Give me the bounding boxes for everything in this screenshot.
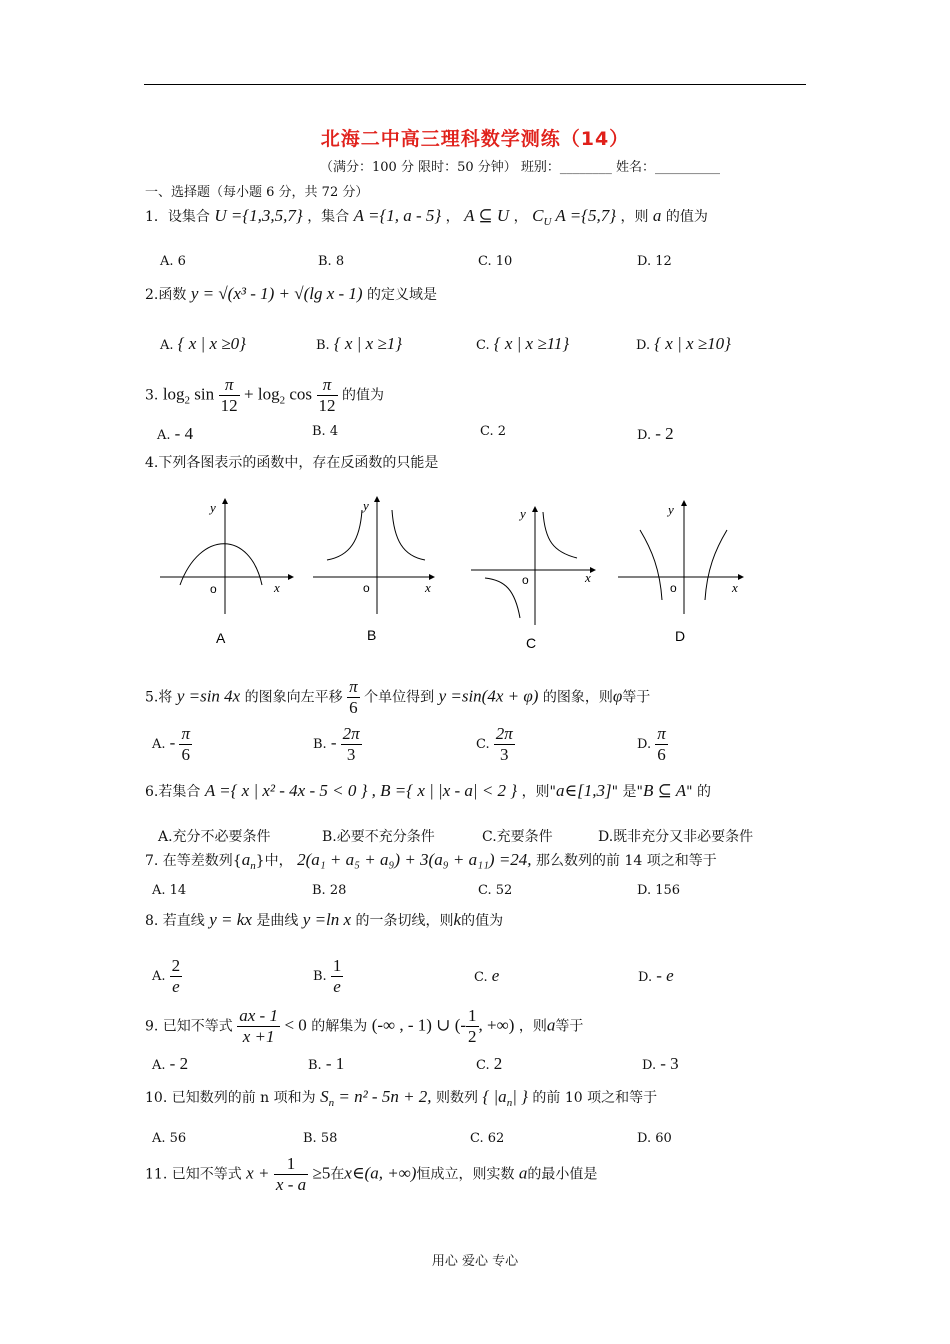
graph-d-y-label: y bbox=[668, 502, 674, 517]
q6-option-a[interactable]: A.充分不必要条件 bbox=[158, 829, 271, 845]
graph-a-origin: o bbox=[210, 582, 217, 596]
q1-option-b[interactable]: B. 8 bbox=[318, 254, 345, 269]
graph-c-curve-left bbox=[485, 578, 520, 618]
graph-d-curve-right bbox=[705, 530, 727, 600]
q2-option-c[interactable]: C. { x | x ≥11} bbox=[476, 334, 570, 353]
q5-frac: $\frac{\pi}{6}$ bbox=[349, 677, 358, 717]
graph-a-x-arrow bbox=[288, 574, 294, 580]
q7-option-a[interactable]: A. 14 bbox=[152, 883, 187, 898]
graph-b-svg bbox=[305, 490, 455, 660]
q9-option-b[interactable]: B. - 1 bbox=[308, 1054, 345, 1073]
q9-option-c[interactable]: C. 2 bbox=[476, 1054, 503, 1073]
q7-option-c[interactable]: C. 52 bbox=[478, 883, 513, 898]
graph-a-svg bbox=[150, 490, 300, 660]
graph-d-label: D bbox=[675, 628, 686, 644]
graph-c-y-label: y bbox=[520, 506, 526, 521]
graph-d-origin: o bbox=[670, 581, 677, 595]
section-heading: 一、选择题（每小题 6 分，共 72 分） bbox=[145, 185, 369, 200]
graph-b-x-label: x bbox=[425, 580, 431, 595]
graph-b-origin: o bbox=[363, 581, 370, 595]
question-8: 8. 若直线 y = kx 是曲线 y =ln x 的一条切线，则k的值为 bbox=[145, 910, 504, 929]
graph-c-origin: o bbox=[522, 573, 529, 587]
header-rule bbox=[144, 84, 806, 85]
graph-b-y-label: y bbox=[363, 498, 369, 513]
question-3: 3. $\log_2 \sin$ $\frac{\pi}{12}$ + $\log_2 \cos$ $\frac{\pi}{12}$ 的值为 bbox=[145, 375, 384, 415]
q9-frac-half: $\frac{1}{2}$ bbox=[468, 1006, 477, 1046]
q9-option-d[interactable]: D. - 3 bbox=[642, 1054, 679, 1073]
q8-option-d[interactable]: D. - e bbox=[638, 966, 674, 985]
q1-option-a[interactable]: A. 6 bbox=[160, 254, 186, 269]
q7-option-d[interactable]: D. 156 bbox=[637, 883, 681, 898]
q1-option-c[interactable]: C. 10 bbox=[478, 254, 513, 269]
graph-b[interactable] bbox=[305, 490, 455, 660]
question-9: 9. 已知不等式 $\frac{ax - 1}{x +1}$ < 0 的解集为 (-∞ , - 1) ∪ (- $\frac{1}{2}$ , +∞) ，则a等于 bbox=[145, 1006, 584, 1046]
q11-frac: $\frac{1}{x - a}$ bbox=[275, 1154, 307, 1194]
graph-c-y-arrow bbox=[532, 506, 538, 512]
page-title: 北海二中高三理科数学测练（14） bbox=[320, 128, 630, 150]
exam-meta: （满分：100 分 限时：50 分钟） 班别：________ 姓名：__________ bbox=[320, 160, 721, 175]
graph-c-x-label: x bbox=[585, 570, 591, 585]
graph-b-label: B bbox=[367, 627, 377, 643]
q10-option-c[interactable]: C. 62 bbox=[470, 1131, 505, 1146]
question-1: 1．设集合 U ={1,3,5,7} ，集合 A ={1, a - 5} ， A ⊆ U ， $C_U$ A ={5,7} ，则 a 的值为 bbox=[145, 206, 708, 228]
q3-option-c[interactable]: C. 2 bbox=[480, 424, 507, 439]
graph-d-curve-left bbox=[640, 530, 662, 600]
question-10: 10. 已知数列的前 n 项和为 $S_n = n^2 - 5n + 2$, 则数列 { $|a_n|$ } 的前 10 项之和等于 bbox=[145, 1087, 658, 1109]
graph-c-svg bbox=[465, 490, 615, 660]
graph-a-y-label: y bbox=[210, 500, 216, 515]
q6-option-c[interactable]: C.充要条件 bbox=[482, 829, 553, 845]
graph-c-x-arrow bbox=[590, 567, 596, 573]
graph-d-x-arrow bbox=[738, 574, 744, 580]
q8-option-a[interactable]: A. $\frac{2}{e}$ bbox=[152, 956, 181, 996]
page-footer: 用心 爱心 专心 bbox=[431, 1254, 519, 1269]
graph-a-curve bbox=[180, 544, 262, 585]
graph-d-svg bbox=[610, 490, 760, 660]
q10-option-d[interactable]: D. 60 bbox=[637, 1131, 672, 1146]
q9-frac: $\frac{ax - 1}{x +1}$ bbox=[239, 1006, 278, 1046]
q2-option-d[interactable]: D. { x | x ≥10} bbox=[636, 334, 731, 353]
q9-option-a[interactable]: A. - 2 bbox=[152, 1054, 189, 1073]
graph-c-label: C bbox=[526, 635, 537, 651]
graph-a-label: A bbox=[216, 630, 226, 646]
graph-c[interactable] bbox=[465, 490, 615, 660]
q5-option-c[interactable]: C. $\frac{2\pi}{3}$ bbox=[476, 724, 513, 764]
question-2: 2.函数 y = √(x³ - 1) + √(lg x - 1) 的定义域是 bbox=[145, 284, 438, 303]
question-6: 6.若集合 A ={ x | x² - 4x - 5 < 0 } , B ={ x | |x - a| < 2 } ，则"a∈[1,3]" 是"B ⊆ A" 的 bbox=[145, 781, 712, 800]
q10-option-a[interactable]: A. 56 bbox=[152, 1131, 187, 1146]
question-4: 4.下列各图表示的函数中，存在反函数的只能是 bbox=[145, 455, 439, 471]
graph-a-x-label: x bbox=[274, 580, 280, 595]
graph-a[interactable] bbox=[150, 490, 300, 660]
graph-b-curve-left bbox=[327, 510, 362, 560]
q7-option-b[interactable]: B. 28 bbox=[312, 883, 347, 898]
graph-d[interactable] bbox=[610, 490, 760, 660]
graph-d-y-arrow bbox=[681, 500, 687, 506]
q5-option-b[interactable]: B. - $\frac{2\pi}{3}$ bbox=[313, 724, 360, 764]
q3-frac-1: $\frac{\pi}{12}$ bbox=[220, 375, 238, 415]
q5-option-a[interactable]: A. - $\frac{\pi}{6}$ bbox=[152, 724, 191, 764]
question-11: 11. 已知不等式 x + $\frac{1}{x - a}$ ≥5在x∈(a, +∞)恒成立，则实数 a的最小值是 bbox=[145, 1154, 598, 1194]
q10-option-b[interactable]: B. 58 bbox=[303, 1131, 338, 1146]
q3-frac-2: $\frac{\pi}{12}$ bbox=[318, 375, 336, 415]
q8-option-b[interactable]: B. $\frac{1}{e}$ bbox=[313, 956, 342, 996]
q3-option-a[interactable]: A. - 4 bbox=[157, 424, 194, 443]
q8-option-c[interactable]: C. e bbox=[474, 966, 500, 985]
q3-option-d[interactable]: D. - 2 bbox=[637, 424, 674, 443]
graph-a-y-arrow bbox=[222, 498, 228, 504]
question-5: 5.将 y =sin 4x 的图象向左平移 $\frac{\pi}{6}$ 个单位得到 y =sin(4x + φ) 的图象，则φ等于 bbox=[145, 677, 651, 717]
graph-b-curve-right bbox=[392, 510, 425, 560]
graph-b-y-arrow bbox=[374, 496, 380, 502]
q2-option-a[interactable]: A. { x | x ≥0} bbox=[160, 334, 246, 353]
q1-option-d[interactable]: D. 12 bbox=[637, 254, 672, 269]
graph-d-x-label: x bbox=[732, 580, 738, 595]
q3-option-b[interactable]: B. 4 bbox=[312, 424, 339, 439]
q6-option-b[interactable]: B.必要不充分条件 bbox=[322, 829, 435, 845]
q6-option-d[interactable]: D.既非充分又非必要条件 bbox=[598, 829, 754, 845]
q2-option-b[interactable]: B. { x | x ≥1} bbox=[316, 334, 403, 353]
graph-c-curve-right bbox=[543, 512, 577, 558]
q5-option-d[interactable]: D. $\frac{\pi}{6}$ bbox=[637, 724, 666, 764]
question-7: 7. 在等差数列$\{a_n\}$中， 2(a₁ + a₅ + a₉) + 3(a₉ + a₁₁) =24, 那么数列的前 14 项之和等于 bbox=[145, 850, 717, 872]
